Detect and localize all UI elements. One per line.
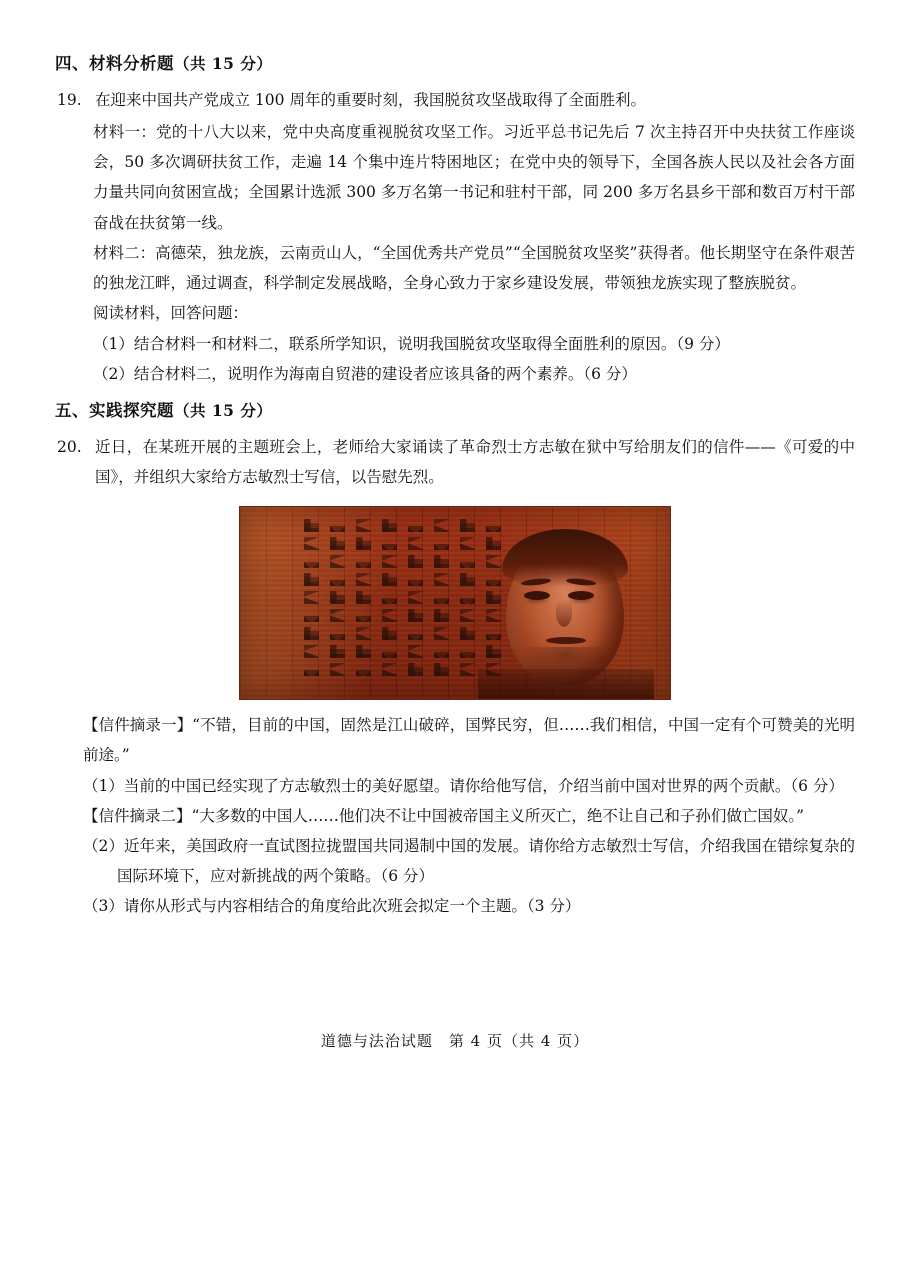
manuscript-column xyxy=(378,515,400,691)
letter-excerpt-two: 【信件摘录二】“大多数的中国人……他们决不让中国被帝国主义所灭亡，绝不让自己和子孙们做亡国奴。” xyxy=(83,806,805,825)
glyph-mark xyxy=(330,627,345,640)
portrait-collar xyxy=(478,669,654,699)
manuscript-column xyxy=(404,515,426,691)
glyph-mark xyxy=(304,663,319,676)
glyph-mark xyxy=(356,573,371,586)
letter-excerpt-one: 【信件摘录一】“不错，目前的中国，固然是江山破碎，国弊民穷，但……我们相信，中国一定有个可赞美的光明前途。” xyxy=(83,716,855,765)
glyph-mark xyxy=(304,609,319,622)
glyph-mark xyxy=(408,627,423,640)
section-5-points: （共 15 分） xyxy=(174,400,273,420)
section-5-title: 五、实践探究题 xyxy=(55,400,174,420)
glyph-mark xyxy=(304,555,319,568)
glyph-mark xyxy=(408,573,423,586)
question-19 xyxy=(55,85,855,115)
glyph-mark xyxy=(434,573,449,586)
glyph-mark xyxy=(382,555,397,568)
glyph-mark xyxy=(434,555,449,568)
glyph-mark xyxy=(330,573,345,586)
glyph-mark xyxy=(356,519,371,532)
glyph-mark xyxy=(304,519,319,532)
manuscript-column xyxy=(300,515,322,691)
manuscript-column xyxy=(326,515,348,691)
glyph-mark xyxy=(356,555,371,568)
glyph-mark xyxy=(382,645,397,658)
glyph-mark xyxy=(356,645,371,658)
question-20-body xyxy=(83,710,855,922)
manuscript-column xyxy=(352,515,374,691)
question-20 xyxy=(55,432,855,492)
glyph-mark xyxy=(330,555,345,568)
glyph-mark xyxy=(434,591,449,604)
manuscript-column xyxy=(430,515,452,691)
question-19-body xyxy=(93,117,855,389)
question-19-stem: 在迎来中国共产党成立 100 周年的重要时刻，我国脱贫攻坚战取得了全面胜利。 xyxy=(95,90,646,109)
glyph-mark xyxy=(356,591,371,604)
question-20-number: 20. xyxy=(57,437,82,456)
reading-prompt: 阅读材料，回答问题： xyxy=(93,304,249,323)
glyph-mark xyxy=(382,537,397,550)
glyph-mark xyxy=(330,519,345,532)
question-19-number: 19. xyxy=(57,90,82,109)
glyph-mark xyxy=(382,519,397,532)
question-20-sub-2: （2）近年来，美国政府一直试图拉拢盟国共同遏制中国的发展。请你给方志敏烈士写信，介绍我国在错综复杂的国际环境下，应对新挑战的两个策略。（6 分） xyxy=(83,837,855,886)
glyph-mark xyxy=(408,645,423,658)
glyph-mark xyxy=(356,663,371,676)
glyph-mark xyxy=(330,537,345,550)
glyph-mark xyxy=(434,519,449,532)
glyph-mark xyxy=(304,591,319,604)
question-20-sub-1: （1）当前的中国已经实现了方志敏烈士的美好愿望。请你给他写信，介绍当前中国对世界的两个贡献。（6 分） xyxy=(83,776,844,795)
page-footer: 道德与法治试题 第 4 页（共 4 页） xyxy=(320,1032,590,1050)
glyph-mark xyxy=(356,609,371,622)
material-two: 材料二：高德荣，独龙族，云南贡山人，“全国优秀共产党员”“全国脱贫攻坚奖”获得者。他长期坚守在条件艰苦的独龙江畔，通过调查，科学制定发展战略，全身心致力于家乡建设发展，带领独龙族实现了整族脱贫。 xyxy=(93,243,855,293)
glyph-mark xyxy=(408,663,423,676)
page-content xyxy=(55,52,855,922)
glyph-mark xyxy=(434,609,449,622)
question-19-sub-2: （2）结合材料二，说明作为海南自贸港的建设者应该具备的两个素养。（6 分） xyxy=(93,364,637,383)
glyph-mark xyxy=(434,663,449,676)
glyph-mark xyxy=(330,645,345,658)
question-20-sub-3: （3）请你从形式与内容相结合的角度给此次班会拟定一个主题。（3 分） xyxy=(83,897,581,916)
glyph-mark xyxy=(434,537,449,550)
section-heading-4 xyxy=(55,52,855,77)
glyph-mark xyxy=(330,591,345,604)
glyph-mark xyxy=(330,609,345,622)
question-19-sub-1: （1）结合材料一和材料二，联系所学知识，说明我国脱贫攻坚取得全面胜利的原因。（9 分） xyxy=(93,334,730,353)
glyph-mark xyxy=(382,591,397,604)
glyph-mark xyxy=(382,663,397,676)
figure-container xyxy=(55,506,855,700)
glyph-mark xyxy=(304,645,319,658)
glyph-mark xyxy=(408,555,423,568)
glyph-mark xyxy=(382,573,397,586)
glyph-mark xyxy=(408,591,423,604)
glyph-mark xyxy=(356,537,371,550)
question-20-stem: 近日，在某班开展的主题班会上，老师给大家诵读了革命烈士方志敏在狱中写给朋友们的信件——《可爱的中国》，并组织大家给方志敏烈士写信，以告慰先烈。 xyxy=(95,437,855,486)
glyph-mark xyxy=(408,519,423,532)
glyph-mark xyxy=(304,537,319,550)
glyph-mark xyxy=(356,627,371,640)
glyph-mark xyxy=(434,645,449,658)
glyph-mark xyxy=(330,663,345,676)
section-4-title: 四、材料分析题 xyxy=(55,54,174,73)
section-4-points: （共 15 分） xyxy=(174,54,273,73)
glyph-mark xyxy=(382,609,397,622)
glyph-mark xyxy=(304,627,319,640)
portrait-hair xyxy=(502,529,628,587)
glyph-mark xyxy=(434,627,449,640)
portrait-figure xyxy=(464,507,664,699)
portrait-nose xyxy=(556,599,572,627)
fangzhimin-portrait-image xyxy=(239,506,671,700)
glyph-mark xyxy=(408,537,423,550)
glyph-mark xyxy=(382,627,397,640)
material-one: 材料一：党的十八大以来，党中央高度重视脱贫攻坚工作。习近平总书记先后 7 次主持召开中央扶贫工作座谈会，50 多次调研扶贫工作，走遍 14 个集中连片特困地区；在党中央的领导下，全国各族人民以及社会各方面力量共同向贫困宣战；全国累计选派 300 多万名第一书记和驻村干部，同 200 多万名县乡干部和数百万村干部奋战在扶贫第一线。 xyxy=(93,122,855,232)
section-heading-5 xyxy=(55,399,855,424)
glyph-mark xyxy=(304,573,319,586)
glyph-mark xyxy=(408,609,423,622)
